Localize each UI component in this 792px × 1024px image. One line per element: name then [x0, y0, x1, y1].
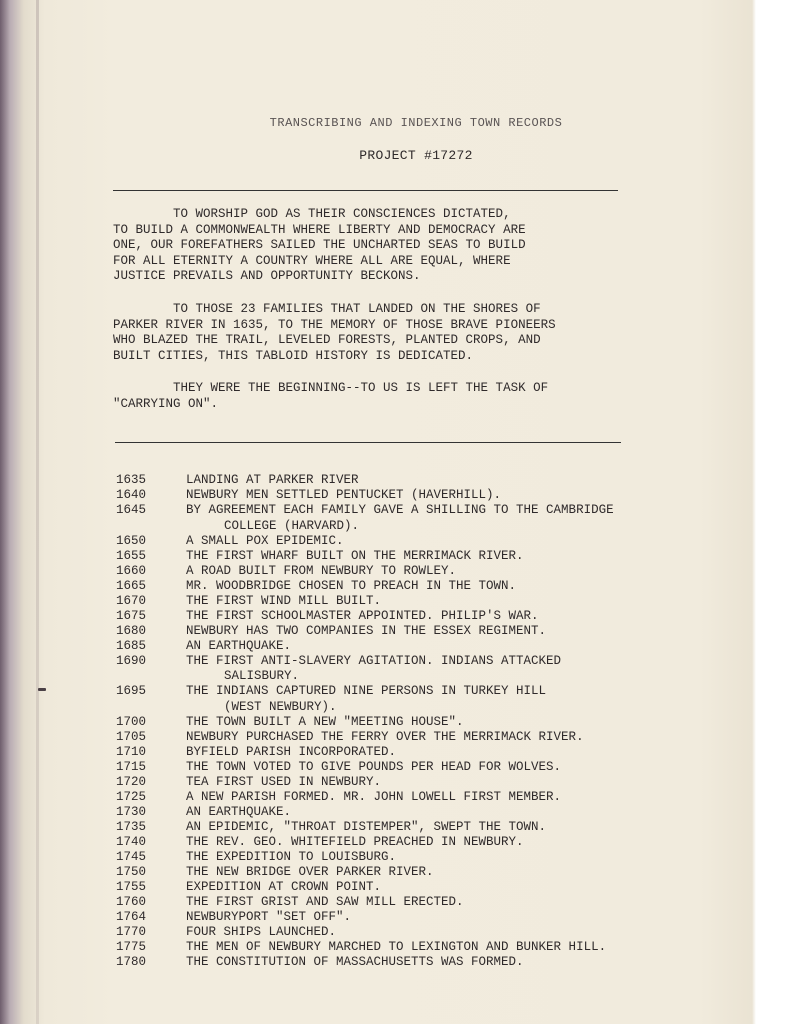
entry-year: 1645 [116, 503, 147, 517]
text-line: FOR ALL ETERNITY A COUNTRY WHERE ALL ARE EQUAL, WHERE [113, 253, 511, 268]
entry-event [186, 654, 561, 685]
entry-event-text: THE MEN OF NEWBURY MARCHED TO LEXINGTON AND BUNKER HILL. [186, 939, 607, 954]
text-line: THEY WERE THE BEGINNING--TO US IS LEFT THE TASK OF [113, 381, 549, 395]
document-title: TRANSCRIBING AND INDEXING TOWN RECORDS [269, 116, 563, 130]
entry-event [186, 865, 434, 881]
timeline-entry [116, 820, 736, 836]
entry-event [186, 910, 351, 926]
entry-year: 1690 [116, 653, 147, 668]
entry-event [186, 639, 291, 655]
entry-event [186, 473, 359, 489]
text-line: TO WORSHIP GOD AS THEIR CONSCIENCES DICTATED, [113, 207, 511, 221]
entry-year: 1670 [116, 593, 147, 608]
entry-event-text: NEWBURY HAS TWO COMPANIES IN THE ESSEX REGIMENT. [186, 623, 547, 638]
timeline-entry [116, 488, 736, 504]
entry-event [186, 564, 456, 580]
timeline-list [116, 473, 736, 970]
entry-year: 1735 [116, 819, 147, 834]
text-line: WHO BLAZED THE TRAIL, LEVELED FORESTS, PLANTED CROPS, AND [113, 333, 541, 347]
entry-year: 1650 [116, 533, 147, 548]
entry-event-text: A SMALL POX EPIDEMIC. [186, 533, 344, 548]
timeline-entry [116, 624, 736, 640]
entry-event [186, 684, 546, 715]
entry-event-text: THE EXPEDITION TO LOUISBURG. [186, 849, 397, 864]
timeline-entry [116, 473, 736, 489]
entry-event [186, 805, 291, 821]
entry-year: 1640 [116, 488, 147, 502]
entry-event-text: TEA FIRST USED IN NEWBURY. [186, 774, 382, 789]
entry-event-text: A NEW PARISH FORMED. MR. JOHN LOWELL FIRST MEMBER. [186, 789, 562, 804]
entry-year: 1764 [116, 909, 147, 924]
timeline-entry [116, 534, 736, 550]
timeline-entry [116, 775, 736, 791]
timeline-entry [116, 940, 736, 956]
entry-event [186, 594, 381, 610]
timeline-entry [116, 564, 736, 580]
entry-event-text: THE TOWN BUILT A NEW "MEETING HOUSE". [186, 714, 464, 729]
top-divider [113, 190, 618, 191]
entry-year: 1755 [116, 879, 147, 894]
entry-year: 1635 [116, 473, 147, 487]
entry-year: 1720 [116, 774, 147, 789]
entry-event [186, 549, 524, 565]
entry-year: 1710 [116, 744, 147, 759]
timeline-entry [116, 850, 736, 866]
text-line: ONE, OUR FOREFATHERS SAILED THE UNCHARTED SEAS TO BUILD [113, 238, 526, 252]
entry-event-text: AN EARTHQUAKE. [186, 804, 292, 819]
entry-year: 1745 [116, 849, 147, 864]
entry-year: 1725 [116, 789, 147, 804]
entry-year: 1685 [116, 638, 147, 653]
entry-year: 1715 [116, 759, 147, 774]
entry-event [186, 624, 546, 640]
entry-event [186, 760, 561, 776]
entry-event [186, 820, 546, 836]
project-number: PROJECT #17272 [359, 148, 473, 163]
entry-event-continuation: COLLEGE (HARVARD). [224, 518, 360, 533]
entry-event-text: BY AGREEMENT EACH FAMILY GAVE A SHILLING TO THE CAMBRIDGE [186, 503, 614, 517]
entry-event-text: FOUR SHIPS LAUNCHED. [186, 924, 337, 939]
timeline-entry [116, 684, 736, 715]
entry-event-text: THE REV. GEO. WHITEFIELD PREACHED IN NEWBURY. [186, 834, 524, 849]
text-line: JUSTICE PREVAILS AND OPPORTUNITY BECKONS. [113, 269, 421, 283]
entry-event-text: NEWBURY MEN SETTLED PENTUCKET (HAVERHILL). [186, 488, 502, 502]
entry-year: 1655 [116, 548, 147, 563]
timeline-entry [116, 790, 736, 806]
timeline-entry [116, 503, 736, 534]
entry-event [186, 534, 344, 550]
entry-event-text: THE INDIANS CAPTURED NINE PERSONS IN TURKEY HILL [186, 684, 547, 699]
timeline-entry [116, 654, 736, 685]
entry-year: 1660 [116, 563, 147, 578]
bottom-divider [115, 442, 621, 443]
entry-event-text: THE FIRST GRIST AND SAW MILL ERECTED. [186, 894, 464, 909]
timeline-entry [116, 609, 736, 625]
entry-year: 1770 [116, 924, 147, 939]
entry-event [186, 488, 501, 504]
entry-event-text: NEWBURYPORT "SET OFF". [186, 909, 352, 924]
entry-year: 1775 [116, 939, 147, 954]
entry-year: 1750 [116, 864, 147, 879]
entry-event-text: THE CONSTITUTION OF MASSACHUSETTS WAS FORMED. [186, 954, 524, 969]
timeline-entry [116, 925, 736, 941]
entry-event [186, 940, 606, 956]
timeline-entry [116, 745, 736, 761]
entry-event-text: THE NEW BRIDGE OVER PARKER RIVER. [186, 864, 434, 879]
entry-event-text: AN EPIDEMIC, "THROAT DISTEMPER", SWEPT THE TOWN. [186, 819, 547, 834]
timeline-entry [116, 835, 736, 851]
entry-event-text: THE FIRST WIND MILL BUILT. [186, 593, 382, 608]
entry-event [186, 715, 464, 731]
entry-event [186, 790, 561, 806]
timeline-entry [116, 880, 736, 896]
entry-event-continuation: SALISBURY. [224, 669, 300, 684]
entry-year: 1675 [116, 608, 147, 623]
timeline-entry [116, 760, 736, 776]
entry-event [186, 775, 381, 791]
entry-year: 1730 [116, 804, 147, 819]
entry-year: 1760 [116, 894, 147, 909]
entry-event-text: THE FIRST ANTI-SLAVERY AGITATION. INDIANS ATTACKED [186, 653, 562, 668]
timeline-entry [116, 895, 736, 911]
dedication-paragraph-2 [113, 302, 633, 364]
entry-event [186, 895, 464, 911]
entry-event-text: A ROAD BUILT FROM NEWBURY TO ROWLEY. [186, 563, 457, 578]
entry-event-text: NEWBURY PURCHASED THE FERRY OVER THE MERRIMACK RIVER. [186, 729, 584, 744]
entry-event [186, 579, 516, 595]
entry-event-text: THE TOWN VOTED TO GIVE POUNDS PER HEAD FOR WOLVES. [186, 759, 562, 774]
entry-event-text: THE FIRST WHARF BUILT ON THE MERRIMACK RIVER. [186, 548, 524, 563]
entry-event [186, 835, 524, 851]
entry-event-text: THE FIRST SCHOOLMASTER APPOINTED. PHILIP'S WAR. [186, 608, 539, 623]
timeline-entry [116, 865, 736, 881]
timeline-entry [116, 594, 736, 610]
dedication-paragraph-3 [113, 381, 633, 412]
timeline-entry [116, 910, 736, 926]
entry-event [186, 955, 524, 971]
entry-year: 1665 [116, 578, 147, 593]
timeline-entry [116, 955, 736, 971]
entry-event [186, 745, 396, 761]
timeline-entry [116, 639, 736, 655]
entry-event [186, 880, 381, 896]
timeline-entry [116, 715, 736, 731]
entry-year: 1680 [116, 623, 147, 638]
text-line: PARKER RIVER IN 1635, TO THE MEMORY OF THOSE BRAVE PIONEERS [113, 317, 556, 332]
timeline-entry [116, 730, 736, 746]
text-line: "CARRYING ON". [113, 396, 219, 411]
entry-year: 1695 [116, 684, 147, 699]
entry-year: 1705 [116, 729, 147, 744]
ink-mark [38, 688, 46, 691]
text-line: TO BUILD A COMMONWEALTH WHERE LIBERTY AND DEMOCRACY ARE [113, 222, 526, 237]
entry-event-text: LANDING AT PARKER RIVER [186, 473, 359, 487]
dedication-paragraph-1 [113, 207, 633, 285]
entry-event [186, 925, 336, 941]
entry-event-text: AN EARTHQUAKE. [186, 638, 292, 653]
entry-event [186, 850, 396, 866]
entry-year: 1700 [116, 714, 147, 729]
entry-event [186, 609, 539, 625]
entry-event-text: EXPEDITION AT CROWN POINT. [186, 879, 382, 894]
timeline-entry [116, 549, 736, 565]
entry-year: 1780 [116, 954, 147, 969]
entry-event [186, 503, 614, 534]
timeline-entry [116, 805, 736, 821]
text-line: BUILT CITIES, THIS TABLOID HISTORY IS DEDICATED. [113, 348, 474, 363]
entry-event-text: MR. WOODBRIDGE CHOSEN TO PREACH IN THE TOWN. [186, 578, 517, 593]
entry-event-continuation: (WEST NEWBURY). [224, 699, 337, 714]
entry-event-text: BYFIELD PARISH INCORPORATED. [186, 744, 397, 759]
entry-year: 1740 [116, 834, 147, 849]
timeline-entry [116, 579, 736, 595]
entry-event [186, 730, 584, 746]
text-line: TO THOSE 23 FAMILIES THAT LANDED ON THE SHORES OF [113, 302, 541, 316]
